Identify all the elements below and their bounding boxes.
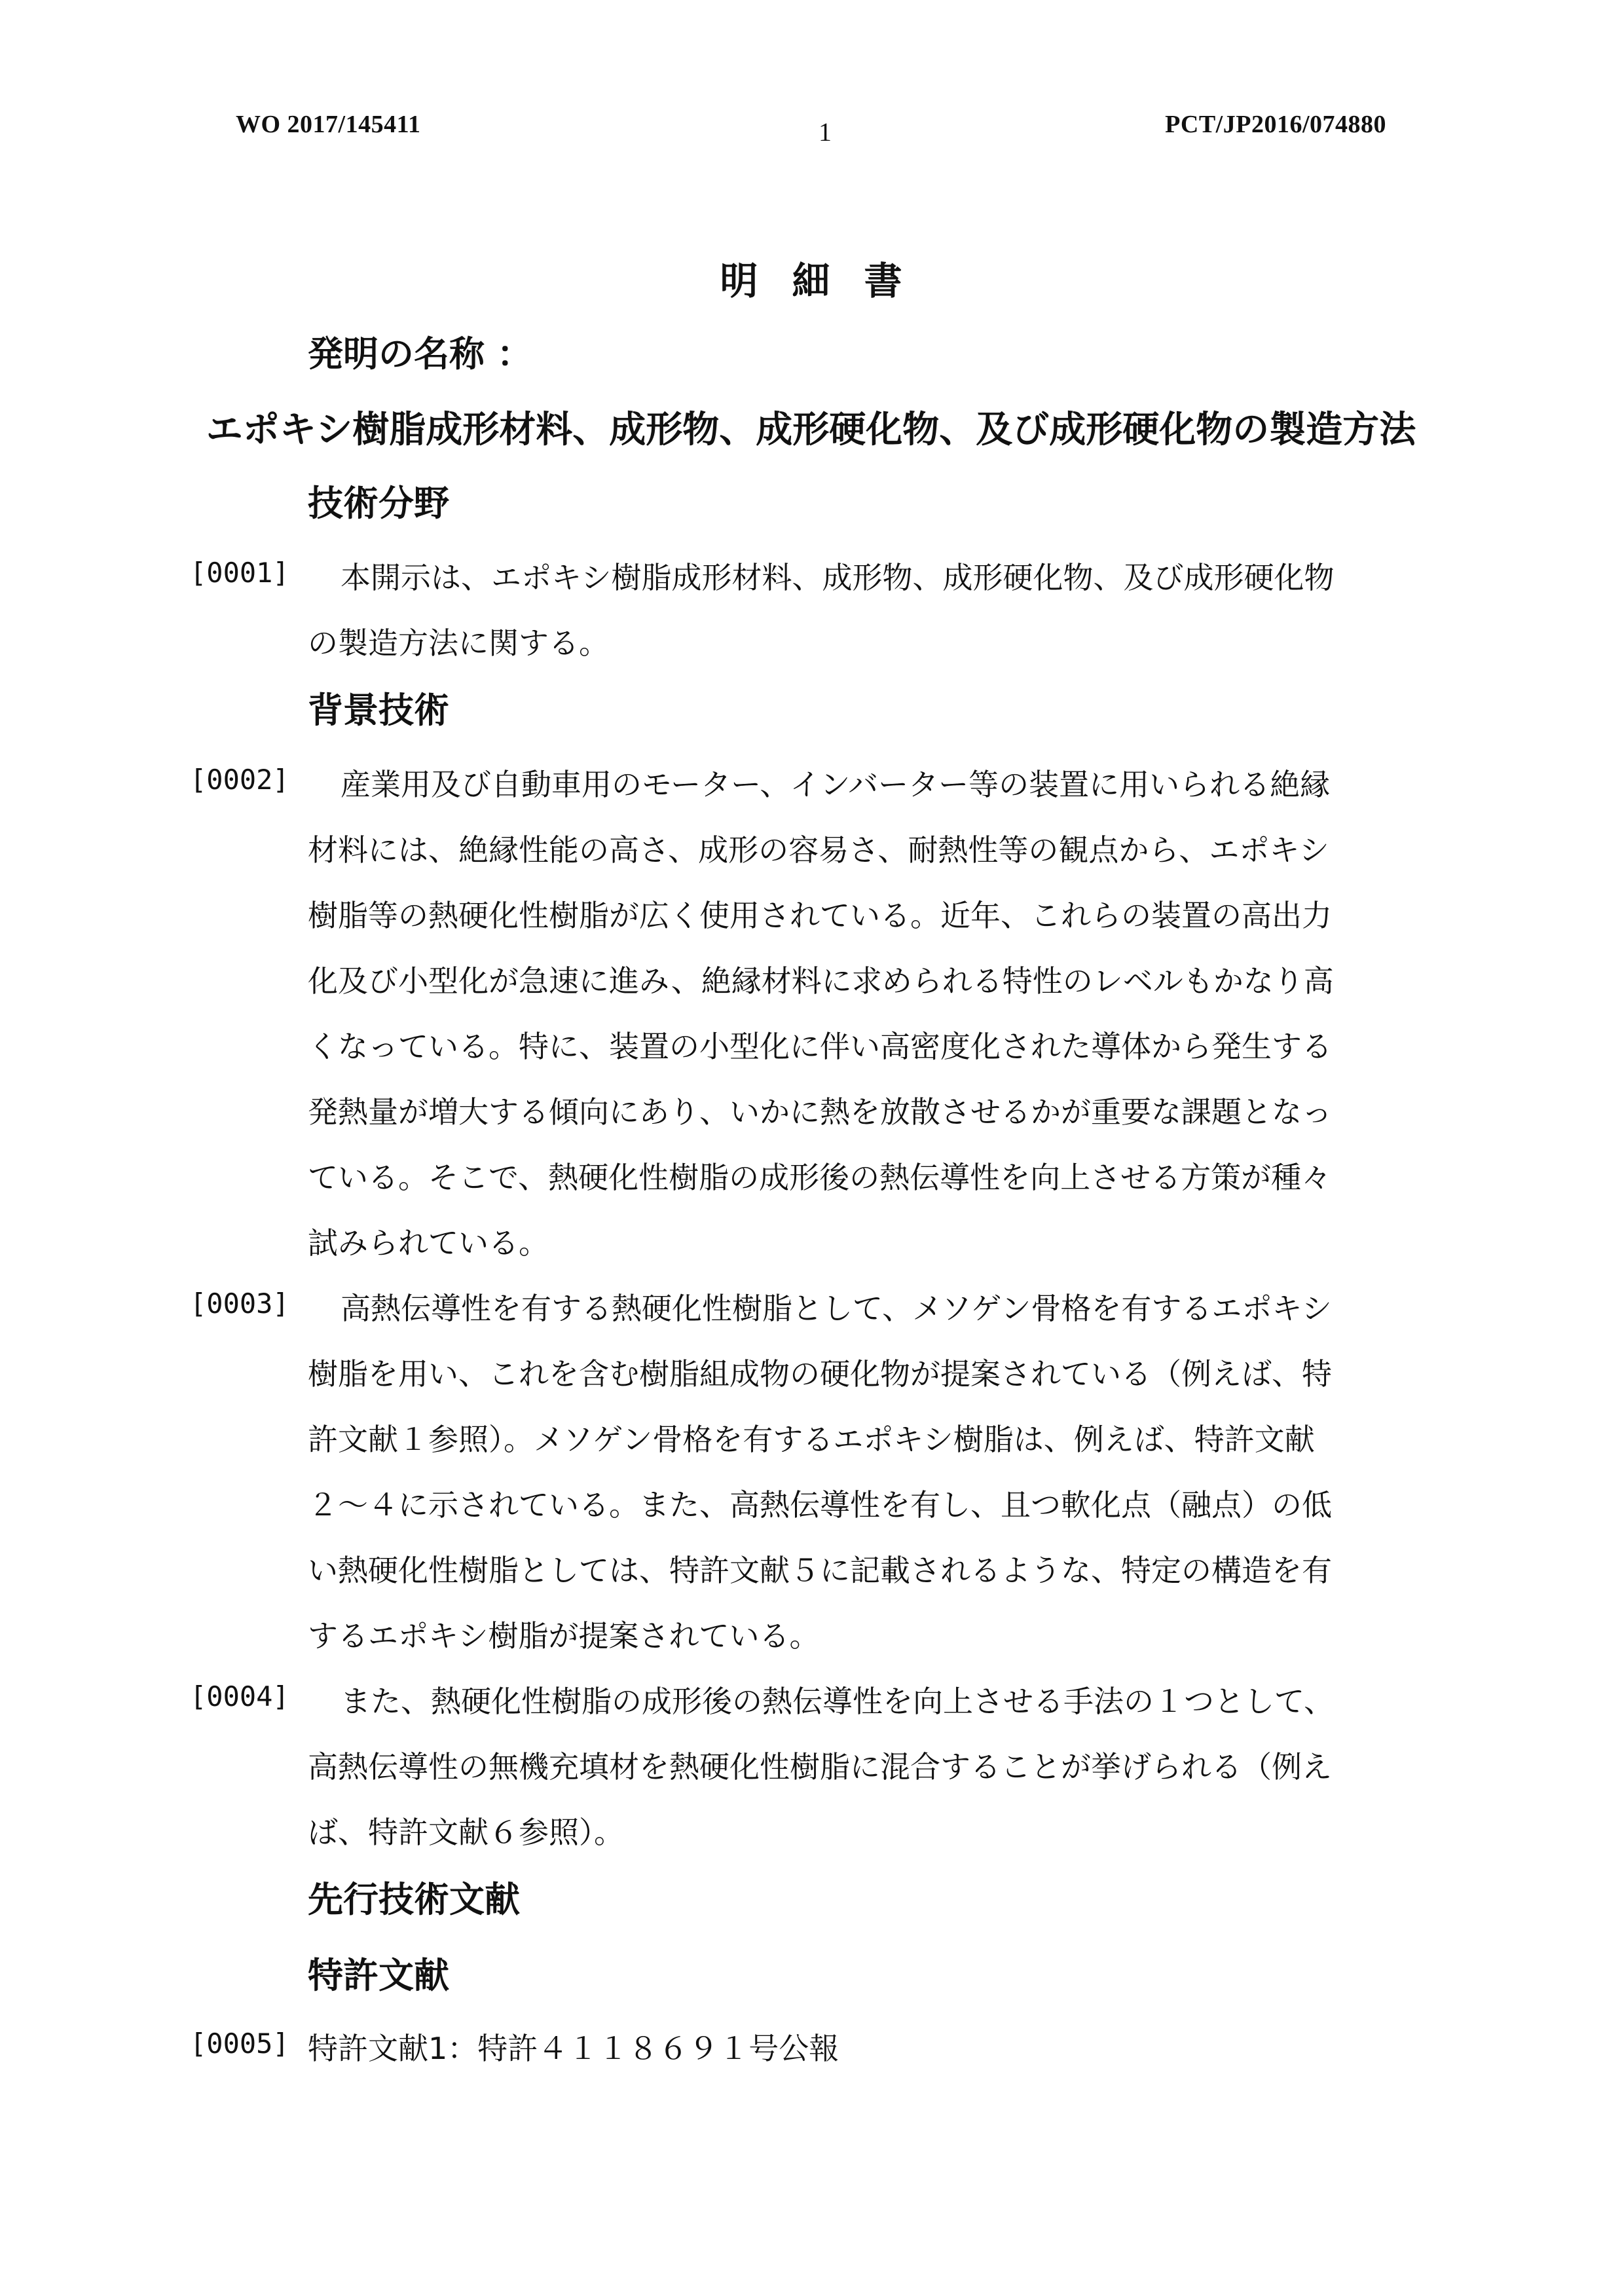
heading-patent-documents: 特許文献 <box>308 1955 449 1996</box>
paragraph-line: くなっている。特に、装置の小型化に伴い高密度化された導体から発生する <box>308 1029 1332 1064</box>
paragraph-line: い熱硬化性樹脂としては、特許文献５に記載されるような、特定の構造を有 <box>308 1553 1332 1588</box>
paragraph-line: ば、特許文献６参照）。 <box>308 1815 624 1850</box>
paragraph-number: [0005] <box>190 2028 289 2060</box>
publication-number: WO 2017/145411 <box>236 111 421 138</box>
heading-technical-field: 技術分野 <box>308 483 449 524</box>
paragraph-line: 試みられている。 <box>308 1225 549 1261</box>
paragraph-line: ２～４に示されている。また、高熱伝導性を有し、且つ軟化点（融点）の低 <box>308 1487 1332 1523</box>
paragraph-number: [0002] <box>190 764 289 796</box>
paragraph-line: 高熱伝導性の無機充填材を熱硬化性樹脂に混合することが挙げられる（例え <box>308 1749 1332 1785</box>
paragraph-line: 産業用及び自動車用のモーター、インバーター等の装置に用いられる絶縁 <box>341 767 1331 802</box>
paragraph-line: 本開示は、エポキシ樹脂成形材料、成形物、成形硬化物、及び成形硬化物 <box>341 560 1335 595</box>
paragraph-number: [0004] <box>190 1680 289 1713</box>
page-number: 1 <box>819 117 832 147</box>
paragraph-line: 材料には、絶縁性能の高さ、成形の容易さ、耐熱性等の観点から、エポキシ <box>308 832 1329 868</box>
paragraph-line: 化及び小型化が急速に進み、絶縁材料に求められる特性のレベルもかなり高 <box>308 963 1334 999</box>
patent-reference: 特許文献1：特許４１１８６９１号公報 <box>308 2031 839 2066</box>
paragraph-line: の製造方法に関する。 <box>308 625 609 661</box>
invention-title: エポキシ樹脂成形材料、成形物、成形硬化物、及び成形硬化物の製造方法 <box>206 409 1416 451</box>
paragraph-line: 樹脂を用い、これを含む樹脂組成物の硬化物が提案されている（例えば、特 <box>308 1356 1332 1392</box>
document-title: 明細書 <box>720 259 936 303</box>
paragraph-number: [0001] <box>190 557 289 589</box>
paragraph-line: 高熱伝導性を有する熱硬化性樹脂として、メソゲン骨格を有するエポキシ <box>341 1291 1332 1326</box>
paragraph-line: ている。そこで、熱硬化性樹脂の成形後の熱伝導性を向上させる方策が種々 <box>308 1160 1332 1195</box>
paragraph-line: するエポキシ樹脂が提案されている。 <box>308 1618 820 1654</box>
application-number: PCT/JP2016/074880 <box>1165 111 1386 138</box>
paragraph-number: [0003] <box>190 1287 289 1320</box>
paragraph-line: また、熱硬化性樹脂の成形後の熱伝導性を向上させる手法の１つとして、 <box>341 1684 1335 1719</box>
heading-prior-art: 先行技術文献 <box>308 1879 520 1920</box>
heading-background: 背景技術 <box>308 690 449 731</box>
paragraph-line: 樹脂等の熱硬化性樹脂が広く使用されている。近年、これらの装置の高出力 <box>308 898 1332 933</box>
paragraph-line: 発熱量が増大する傾向にあり、いかに熱を放散させるかが重要な課題となっ <box>308 1094 1332 1130</box>
paragraph-line: 許文献１参照）。メソゲン骨格を有するエポキシ樹脂は、例えば、特許文献 <box>308 1422 1315 1457</box>
invention-name-label: 発明の名称 ： <box>308 333 532 375</box>
